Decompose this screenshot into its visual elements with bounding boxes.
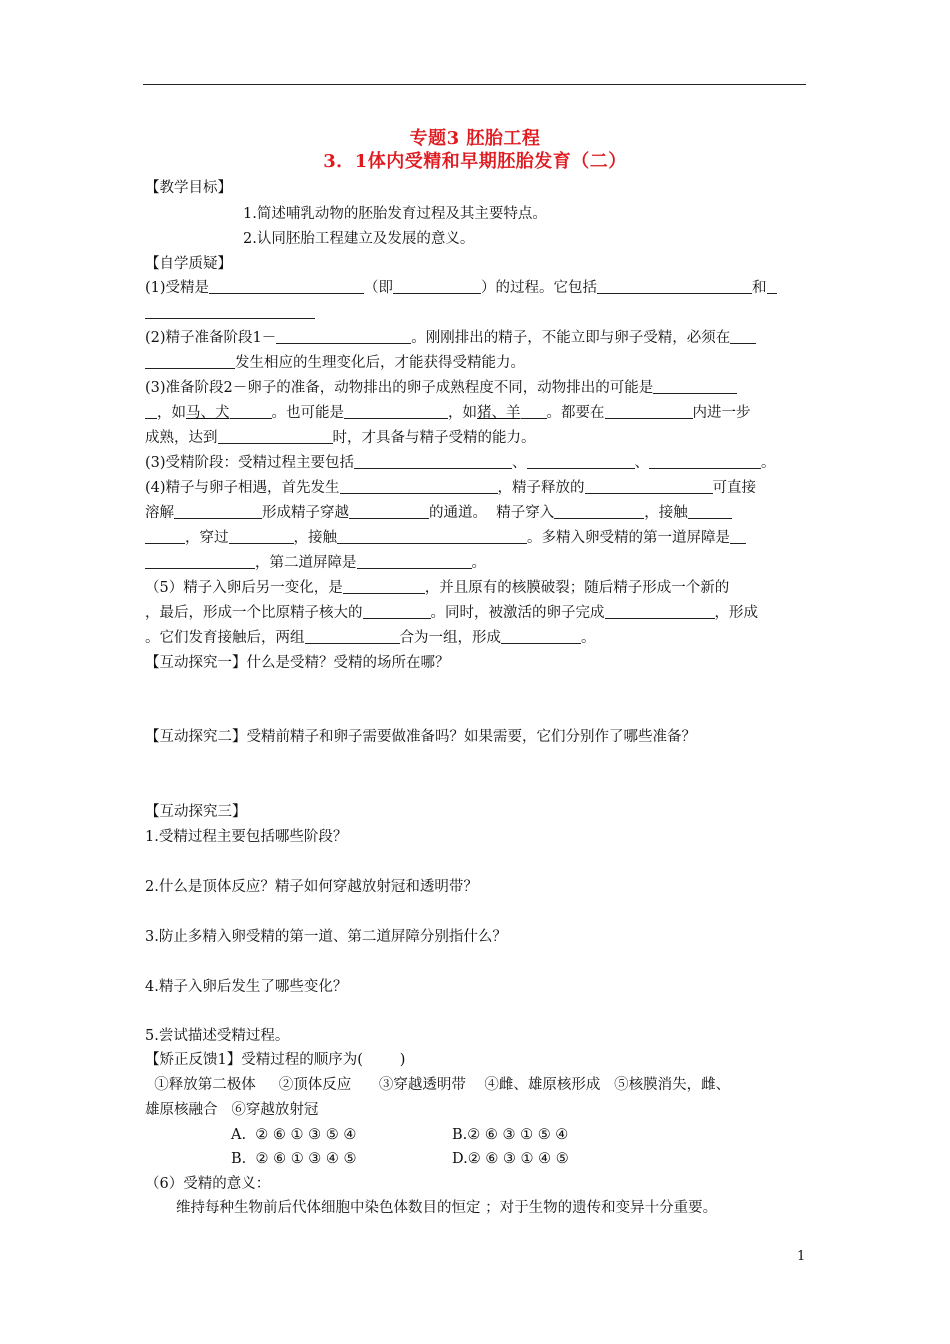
option-d: D.② ⑥ ③ ① ④ ⑤: [452, 1151, 569, 1167]
feedback-header: 【矫正反馈1】受精过程的顺序为( ): [145, 1052, 406, 1068]
self-study-item-4: (3)受精阶段：受精过程主要包括 、 、 。: [145, 455, 776, 471]
blank: [305, 628, 400, 644]
feedback-items-cont: 雄原核融合 ⑥穿越放射冠: [145, 1102, 319, 1118]
blank: [229, 528, 294, 544]
blank: [605, 403, 693, 419]
feedback-items: ①释放第二极体 ②顶体反应 ③穿越透明带 ④雌、雄原核形成 ⑤核膜消失，雌、: [145, 1077, 731, 1093]
blank: [174, 503, 262, 519]
goal-1: 1.简述哺乳动物的胚胎发育过程及其主要特点。: [243, 206, 547, 222]
self-study-item-1-cont: [145, 303, 315, 323]
self-study-item-5-cont3: ，第二道屏障是 。: [145, 553, 486, 573]
explore-question-1: 【互动探究一】什么是受精？受精的场所在哪？: [145, 655, 450, 671]
blank: [585, 478, 713, 494]
self-study-item-5-cont: 溶解 形成精子穿越 的通道。 精子穿入 ，接触: [145, 503, 732, 523]
blank: [653, 378, 737, 394]
blank: [730, 528, 746, 544]
self-study-item-2: (2)精子准备阶段1－ 。刚刚排出的精子，不能立即与卵子受精，必须在: [145, 328, 756, 348]
blank: [340, 478, 498, 494]
blank: [767, 278, 777, 294]
self-study-item-6-cont2: 。它们发育接触后，两组 合为一组，形成 。: [145, 630, 596, 646]
blank: [230, 403, 272, 419]
blank: [527, 453, 635, 469]
blank: [276, 328, 411, 344]
blank: [688, 503, 732, 519]
blank: [501, 628, 581, 644]
self-study-item-6-cont: ，最后，形成一个比原精子核大的 。同时，被激活的卵子完成 ，形成: [145, 605, 758, 621]
explore-3-question-4: 4.精子入卵后发生了哪些变化？: [145, 979, 348, 995]
goal-2: 2.认同胚胎工程建立及发展的意义。: [243, 231, 475, 247]
self-study-header: 【自学质疑】: [145, 256, 232, 272]
blank: [605, 603, 715, 619]
blank: [209, 278, 364, 294]
blank: [343, 578, 425, 594]
self-study-item-3-cont: ，如马、犬 。也可能是 ，如猪、羊 。都要在 内进一步: [145, 403, 751, 423]
option-a: A. ② ⑥ ① ③ ⑤ ④: [231, 1127, 357, 1143]
blank: [363, 603, 431, 619]
blank: [218, 428, 333, 444]
self-study-item-3: (3)准备阶段2－卵子的准备，动物排出的卵子成熟程度不同，动物排出的可能是: [145, 378, 737, 398]
topic-title: 专题3 胚胎工程: [409, 128, 541, 149]
explore-3-question-2: 2.什么是顶体反应？精子如何穿越放射冠和透明带？: [145, 879, 478, 895]
blank: [145, 528, 185, 544]
option-c: B. ② ⑥ ① ③ ④ ⑤: [231, 1151, 357, 1167]
option-b: B.② ⑥ ③ ① ⑤ ④: [452, 1127, 569, 1143]
blank: [554, 503, 644, 519]
explore-3-question-3: 3.防止多精入卵受精的第一道、第二道屏障分别指什么？: [145, 929, 507, 945]
blank: [145, 553, 255, 569]
explore-3-question-1: 1.受精过程主要包括哪些阶段？: [145, 829, 348, 845]
explore-3-question-5: 5.尝试描述受精过程。: [145, 1028, 290, 1044]
meaning-header: （6）受精的意义：: [145, 1176, 271, 1192]
blank: [337, 528, 527, 544]
self-study-item-6: （5）精子入卵后另一变化，是 ，并且原有的核膜破裂；随后精子形成一个新的: [145, 580, 730, 596]
blank: [145, 303, 315, 319]
explore-question-2: 【互动探究二】受精前精子和卵子需要做准备吗？如果需要，它们分别作了哪些准备？: [145, 729, 696, 745]
blank: [344, 403, 448, 419]
blank: [145, 403, 157, 419]
blank: [393, 278, 481, 294]
page-number: 1: [797, 1249, 806, 1264]
meaning-text: 维持每种生物前后代体细胞中染色体数目的恒定 ；对于生物的遗传和变异十分重要。: [176, 1200, 718, 1216]
lesson-title: 3．1体内受精和早期胚胎发育（二）: [323, 151, 627, 172]
blank: [145, 353, 235, 369]
header-rule: [143, 84, 806, 85]
self-study-item-1: (1)受精是 （即 ）的过程。它包括 和: [145, 278, 777, 298]
goals-header: 【教学目标】: [145, 180, 232, 196]
explore-3-header: 【互动探究三】: [145, 804, 247, 820]
blank: [597, 278, 752, 294]
self-study-item-2-cont: 发生相应的生理变化后，才能获得受精能力。: [145, 353, 525, 373]
blank: [349, 503, 429, 519]
self-study-item-5: (4)精子与卵子相遇，首先发生 ，精子释放的 可直接: [145, 480, 757, 496]
blank: [730, 328, 756, 344]
blank: [521, 403, 547, 419]
self-study-item-3-cont2: 成熟，达到 时，才具备与精子受精的能力。: [145, 430, 536, 446]
blank: [649, 453, 761, 469]
self-study-item-5-cont2: ，穿过 ，接触 。多精入卵受精的第一道屏障是: [145, 528, 746, 548]
blank: [354, 453, 512, 469]
blank: [357, 553, 472, 569]
